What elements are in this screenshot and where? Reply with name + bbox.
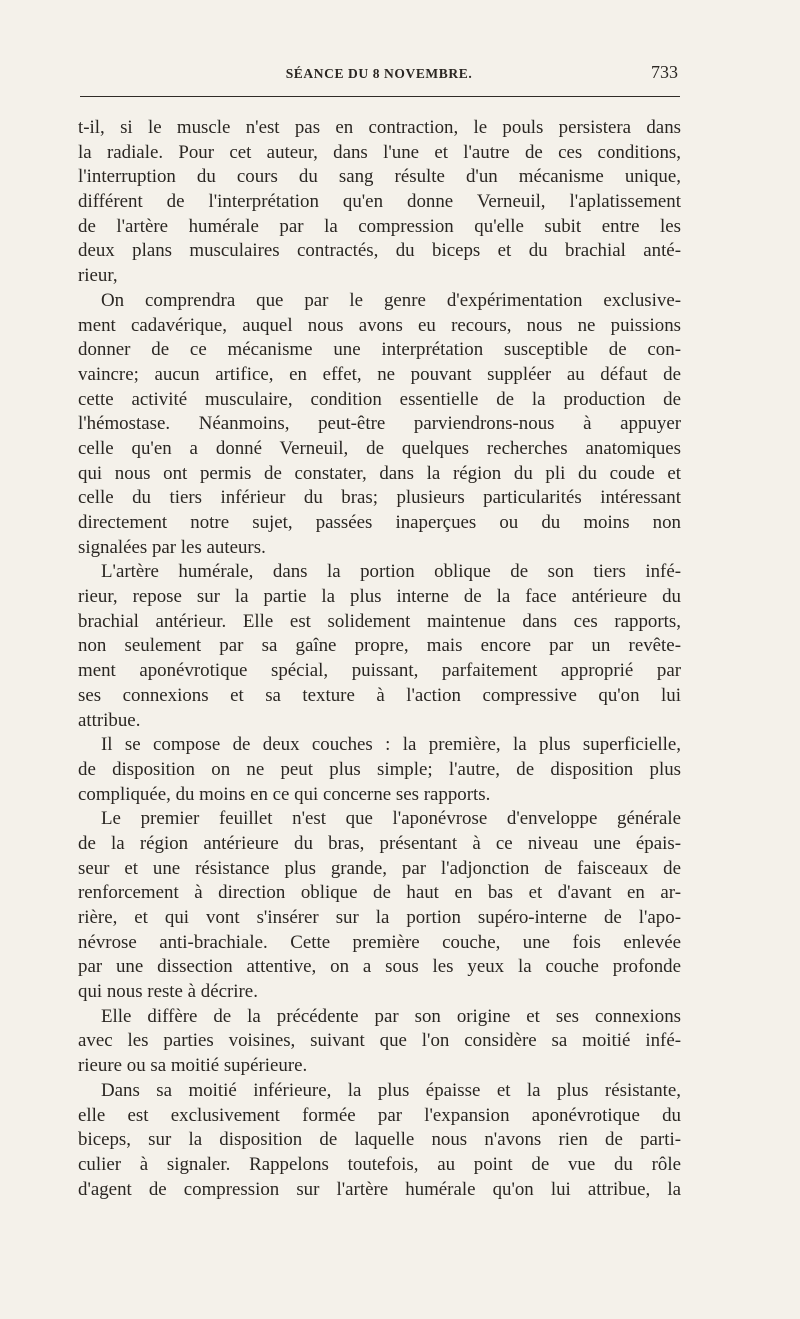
text-line: t-il, si le muscle n'est pas en contraction, le pouls persistera dans (78, 117, 681, 138)
text-line: rière, et qui vont s'insérer sur la portion supéro-interne de l'apo- (78, 907, 681, 928)
text-line: la radiale. Pour cet auteur, dans l'une et l'autre de ces conditions, (78, 141, 681, 163)
text-line: culier à signaler. Rappelons toutefois, au point de vue du rôle (78, 1153, 681, 1175)
text-line: elle est exclusivement formée par l'expansion aponévrotique du (78, 1104, 681, 1126)
text-line: d'agent de compression sur l'artère humérale qu'on lui attribue, la (78, 1178, 681, 1200)
text-line: cette activité musculaire, condition essentielle de la production de (78, 388, 681, 410)
text-line: Dans sa moitié inférieure, la plus épaisse et la plus résistante, (101, 1079, 681, 1101)
running-title: SÉANCE DU 8 NOVEMBRE. (285, 66, 473, 81)
text-line: celle du tiers inférieur du bras; plusieurs particularités intéressant (78, 487, 681, 509)
text-line: deux plans musculaires contractés, du biceps et du brachial anté- (78, 240, 681, 262)
text-line: ment cadavérique, auquel nous avons eu recours, nous ne puissions (78, 314, 681, 336)
text-line: celle qu'en a donné Verneuil, de quelques recherches anatomiques (78, 437, 681, 459)
text-line: névrose anti-brachiale. Cette première couche, une fois enlevée (78, 931, 681, 953)
text-line: Le premier feuillet n'est que l'aponévrose d'enveloppe générale (101, 808, 681, 830)
text-line: qui nous ont permis de constater, dans la région du pli du coude et (78, 462, 681, 484)
text-line: attribue. (78, 709, 141, 731)
text-line: rieur, (78, 265, 118, 287)
text-line: signalées par les auteurs. (78, 536, 266, 558)
body-text (78, 116, 681, 1202)
text-line: rieur, repose sur la partie la plus interne de la face antérieure du (78, 586, 681, 608)
text-line: l'hémostase. Néanmoins, peut-être parviendrons-nous à appuyer (78, 413, 681, 435)
text-line: compliquée, du moins en ce qui concerne ses rapports. (78, 783, 491, 805)
text-line: renforcement à direction oblique de haut en bas et d'avant en ar- (78, 882, 681, 904)
text-line: Elle diffère de la précédente par son origine et ses connexions (101, 1005, 681, 1027)
text-line: non seulement par sa gaîne propre, mais encore par un revête- (78, 635, 681, 657)
text-line: ses connexions et sa texture à l'action compressive qu'on lui (78, 684, 681, 706)
text-line: brachial antérieur. Elle est solidement maintenue dans ces rapports, (78, 610, 681, 632)
text-line: directement notre sujet, passées inaperçues ou du moins non (78, 512, 681, 533)
text-line: Il se compose de deux couches : la première, la plus superficielle, (101, 734, 681, 756)
text-line: ment aponévrotique spécial, puissant, parfaitement approprié par (78, 660, 681, 682)
page-number: 733 (651, 62, 678, 82)
text-line: On comprendra que par le genre d'expérimentation exclusive- (101, 289, 681, 311)
text-line: rieure ou sa moitié supérieure. (78, 1055, 308, 1077)
header-rule (80, 96, 680, 97)
running-head (78, 62, 680, 88)
text-line: de la région antérieure du bras, présentant à ce niveau une épais- (78, 832, 681, 854)
text-line: biceps, sur la disposition de laquelle nous n'avons rien de parti- (78, 1129, 681, 1151)
text-line: l'interruption du cours du sang résulte d'un mécanisme unique, (78, 166, 681, 188)
text-line: avec les parties voisines, suivant que l'on considère sa moitié infé- (78, 1030, 681, 1052)
text-line: de disposition on ne peut plus simple; l'autre, de disposition plus (78, 758, 681, 780)
text-line: différent de l'interprétation qu'en donne Verneuil, l'aplatissement (78, 191, 681, 213)
text-line: par une dissection attentive, on a sous les yeux la couche profonde (78, 956, 681, 978)
text-line: vaincre; aucun artifice, en effet, ne pouvant suppléer au défaut de (78, 363, 681, 385)
text-line: seur et une résistance plus grande, par l'adjonction de faisceaux de (78, 857, 681, 879)
text-line: L'artère humérale, dans la portion oblique de son tiers infé- (101, 561, 681, 583)
text-line: qui nous reste à décrire. (78, 981, 258, 1003)
text-line: de l'artère humérale par la compression qu'elle subit entre les (78, 215, 681, 237)
text-line: donner de ce mécanisme une interprétation susceptible de con- (78, 339, 681, 361)
